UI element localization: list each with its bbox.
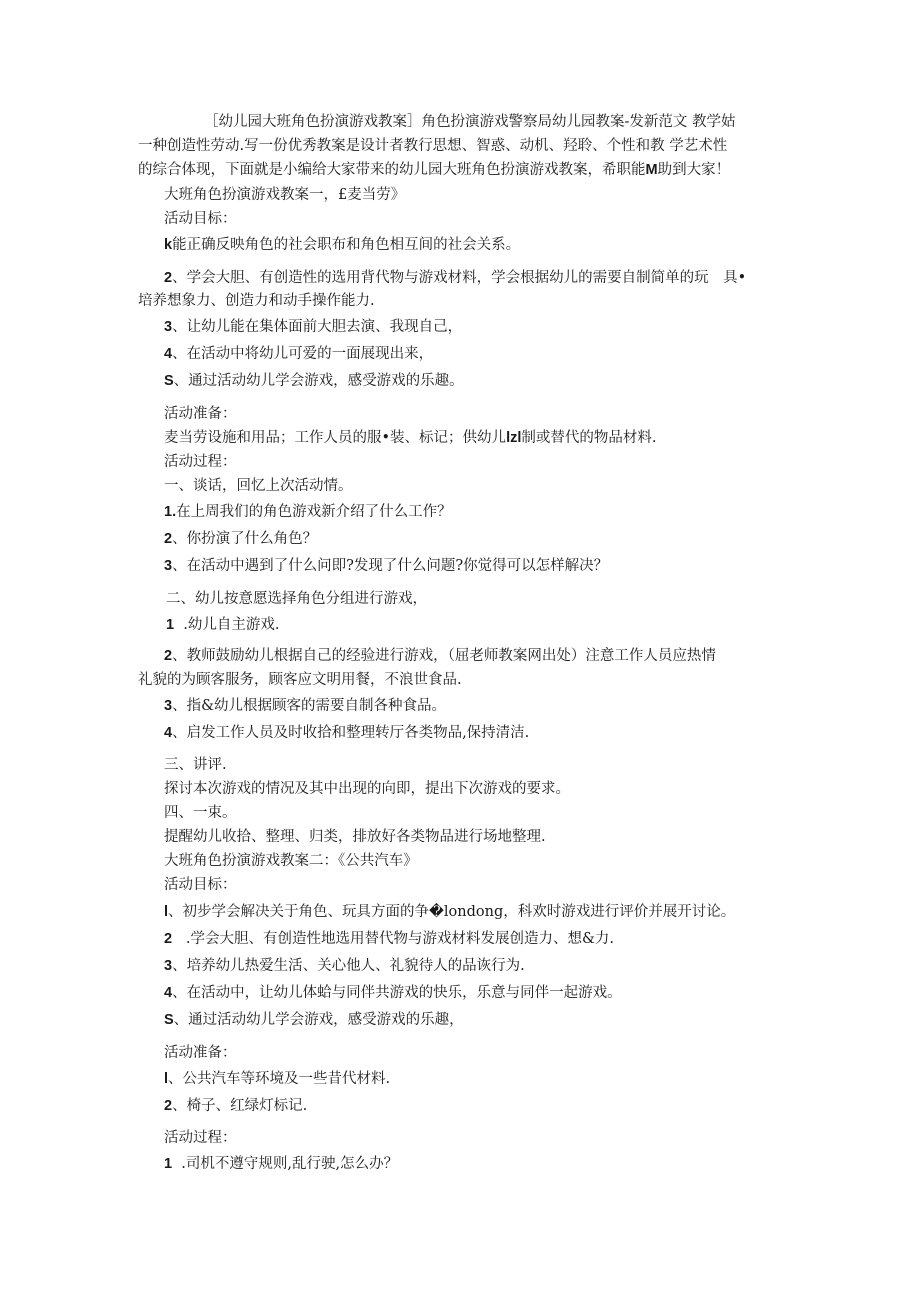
section-title-2: 大班角色扮演游戏教案二：《公共汽车》 — [164, 853, 418, 869]
process-1-step-3: 三、讲评. — [164, 757, 227, 773]
process-1-g2-cont: 礼貌的为顾客服务，顾客应文明用餐，不浪世食品. — [138, 672, 462, 688]
goal-2-4: 4、在活动中，让幼儿体蛤与同伴共游戏的快乐，乐意与同伴一起游戏。 — [164, 985, 622, 1001]
intro-line-1: ［幼儿园大班角色扮演游戏教案］角色扮演游戏警察局幼儿园教案-发新范文 教学姑 — [204, 114, 736, 130]
process-2-item-1: 1 .司机不遵守规则,乱行驶,怎么办？ — [164, 1156, 399, 1172]
process-1-g4: 4、启发工作人员及时收拾和整理转厅各类物品,保持清洁. — [164, 725, 530, 741]
heading-prep-1: 活动准备： — [164, 406, 237, 422]
process-1-step-4-text: 提醒幼儿收拾、整理、归类，排放好各类物品进行场地整理. — [164, 829, 546, 845]
process-1-g1: 1 .幼儿自主游戏. — [166, 617, 280, 633]
prep-2-item-2: 2、椅子、红绿灯标记. — [164, 1098, 308, 1114]
goal-2-1: l、初步学会解决关于角色、玩具方面的争�londong，科欢时游戏进行评价并展开讨论。 — [164, 904, 736, 920]
process-1-q2: 2、你扮演了什么角色？ — [164, 531, 318, 547]
process-1-g3: 3、指&幼儿根据顾客的需要自制各种食品。 — [164, 698, 446, 714]
intro-line-3: 的综合体现，下面就是小编给大家带来的幼儿园大班角色扮演游戏教案，希职能M助到大家！ — [138, 162, 731, 178]
goal-1-4: 4、在活动中将幼儿可爱的一面展现出来， — [164, 346, 434, 362]
goal-1-2: 2、学会大胆、有创造性的选用背代物与游戏材料，学会根据幼儿的需要自制简单的玩 具• — [164, 270, 747, 286]
prep-2-item-1: l、公共汽车等环境及一些昔代材料. — [164, 1071, 391, 1087]
goal-1-5: S、通过活动幼儿学会游戏，感受游戏的乐趣。 — [164, 373, 464, 389]
heading-goals-2: 活动目标： — [164, 877, 237, 893]
heading-process-1: 活动过程： — [164, 454, 237, 470]
goal-2-5: S、通过活动幼儿学会游戏，感受游戏的乐趣， — [164, 1012, 464, 1028]
heading-prep-2: 活动准备： — [164, 1045, 237, 1061]
section-title-1: 大班角色扮演游戏教案一，£麦当劳》 — [164, 187, 406, 203]
process-1-step-4: 四、一束。 — [164, 805, 237, 821]
process-1-step-2: 二、幼儿按意愿选择角色分组进行游戏， — [166, 591, 427, 607]
process-1-q1: 1.在上周我们的角色游戏新介绍了什么工作？ — [164, 504, 452, 520]
goal-1-3: 3、让幼儿能在集体面前大胆去演、我现自己， — [164, 319, 463, 335]
heading-process-2: 活动过程： — [164, 1130, 237, 1146]
process-1-step-1: 一、谈话，回忆上次活动情。 — [164, 478, 353, 494]
goal-1-1: k能正确反映角色的社会职布和角色相互间的社会关系。 — [164, 237, 521, 253]
process-1-g2: 2、教师鼓励幼儿根据自己的经验进行游戏，（屈老师教案网出处）注意工作人员应热情 — [164, 648, 716, 664]
goal-2-3: 3、培养幼儿热爱生活、关心他人、礼貌待人的品诙行为. — [164, 958, 525, 974]
goal-1-2-cont: 培养想象力、创造力和动手操作能力. — [138, 293, 375, 309]
heading-goals-1: 活动目标： — [164, 211, 237, 227]
process-1-step-3-text: 探讨本次游戏的情况及其中出现的向即，提出下次游戏的要求。 — [164, 781, 570, 797]
process-1-q3: 3、在活动中遇到了什么问即?发现了什么问题?你觉得可以怎样解决？ — [164, 558, 609, 574]
prep-1-text: 麦当劳设施和用品；工作人员的服•装、标记；供幼儿lzl制或替代的物品材料. — [164, 430, 657, 446]
intro-line-2: 一种创造性劳动.写一份优秀教案是设计者教行思想、智惑、动机、羟聆、个性和教 学艺术性 — [138, 138, 728, 154]
goal-2-2: 2 .学会大胆、有创造性地选用替代物与游戏材料发展创造力、想&力. — [164, 931, 615, 947]
